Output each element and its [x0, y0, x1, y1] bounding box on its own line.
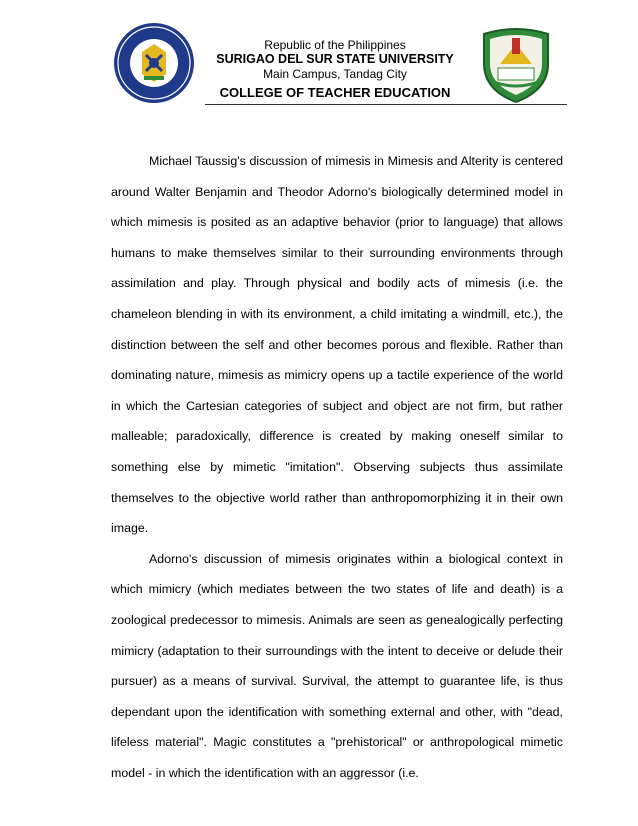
header-divider [205, 104, 567, 105]
university-name: SURIGAO DEL SUR STATE UNIVERSITY [216, 52, 454, 66]
college-name: COLLEGE OF TEACHER EDUCATION [219, 85, 451, 100]
paragraph-2: Adorno's discussion of mimesis originates within a biological context in which mimicry (which mediates between the two states of life and death) is a zoological predecessor to mimesis. Animals are seen as genealogically perfecting mimicry (adaptation to their surroundings with the intent to deceive or delude their pursuer) as a means of survival. Survival, the attempt to guarantee life, is thus dependant upon the identification with something external and other, with "dead, lifeless material". Magic constitutes a "prehistorical" or anthropological mimetic model - in which the identification with an aggressor (i.e. [111, 551, 563, 780]
university-seal-logo [113, 22, 195, 104]
college-shield-logo [478, 24, 554, 104]
campus-line: Main Campus, Tandag City [263, 67, 407, 81]
document-body [111, 146, 563, 788]
republic-line: Republic of the Philippines [264, 38, 406, 52]
letterhead [0, 0, 638, 110]
paragraph-1: Michael Taussig's discussion of mimesis in Mimesis and Alterity is centered around Walter Benjamin and Theodor Adorno's biologically determined model in which mimesis is posited as an adaptive behavior (prior to language) that allows humans to make themselves similar to their surrounding environments through assimilation and play. Through physical and bodily acts of mimesis (i.e. the chameleon blending in with its environment, a child imitating a windmill, etc.), the distinction between the self and other becomes porous and flexible. Rather than dominating nature, mimesis as mimicry opens up a tactile experience of the world in which the Cartesian categories of subject and object are not firm, but rather malleable; paradoxically, difference is created by making oneself similar to something else by mimetic "imitation". Observing subjects thus assimilate themselves to the objective world rather than anthropomorphizing it in their own image. [111, 154, 563, 536]
